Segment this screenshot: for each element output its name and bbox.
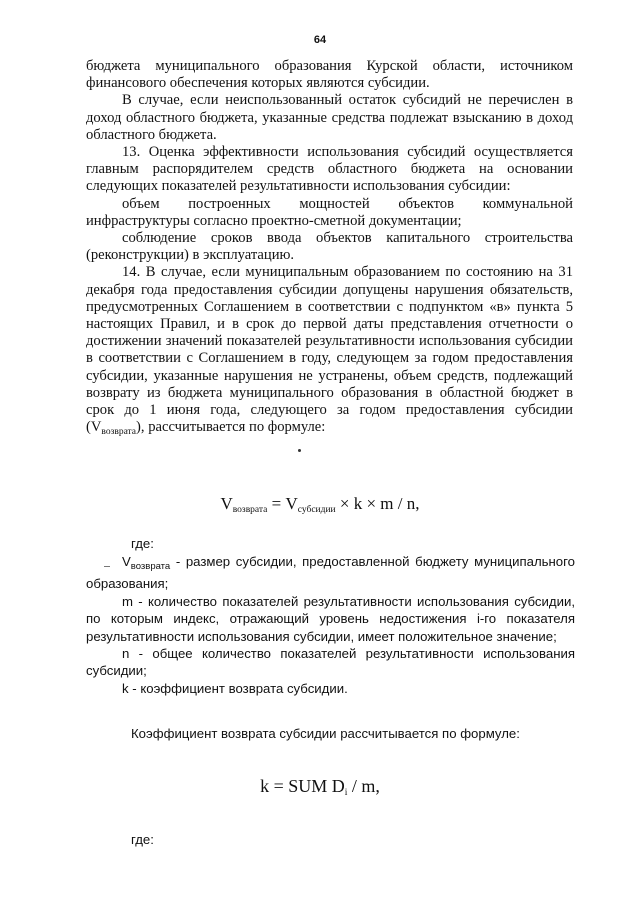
formula2-intro: Коэффициент возврата субсидии рассчитывается по формуле: [131, 726, 520, 741]
formula-refund-volume [0, 494, 640, 515]
page-number: 64 [313, 34, 327, 46]
formula1-v2-sub: субсидии [297, 505, 336, 515]
where-label-1: где: [131, 536, 154, 551]
formula1-v: V [220, 494, 233, 513]
formula-legend [86, 553, 575, 697]
legend-v-sub: возврата [130, 561, 171, 572]
formula-refund-coefficient [0, 776, 640, 798]
paragraph-continuation: бюджета муниципального образования Курской области, источником финансового обеспечения которых являются субсидии. [86, 58, 573, 92]
paragraph-13: 13. Оценка эффективности использования субсидий осуществляется главным распорядителем средств областного бюджета на основании следующих показателей результативности использования субсидии: [86, 144, 573, 195]
legend-k: k - коэффициент возврата субсидии. [122, 680, 348, 696]
legend-m: m - количество показателей результативности использования субсидии, по которым индекс, отражающий уровень недостижения i-го показателя результативности использования субсидии, имеет положительное значение; [86, 593, 575, 644]
document-body [86, 58, 573, 441]
paragraph-14 [86, 264, 573, 441]
legend-v-desc: - размер субсидии, предоставленной бюджету муниципального образования; [86, 554, 575, 592]
formula1-v-sub: возврата [232, 505, 268, 515]
paragraph-unspent-balance: В случае, если неиспользованный остаток субсидий не перечислен в доход областного бюджета, указанные средства подлежат взысканию в доход областного бюджета. [86, 92, 573, 143]
formula2-sub: i [344, 788, 348, 798]
legend-v-letter: V [122, 554, 131, 569]
formula2-right: / m, [347, 776, 380, 796]
formula1-rest: × k × m / n, [335, 494, 420, 513]
paragraph-indicator-capacity: объем построенных мощностей объектов коммунальной инфраструктуры согласно проектно-сметной документации; [86, 195, 573, 229]
legend-v [86, 553, 575, 593]
formula1-v2: V [285, 494, 298, 513]
paragraph-14-text: 14. В случае, если муниципальным образованием по состоянию на 31 декабря года предоставления субсидии допущены нарушения обязательств, предусмотренных Соглашением в соответствии с подпунктом «в» пункта 5 настоящих Правил, и в срок до первой даты представления отчетности о достижении значений показателей результативности использования субсидии в соответствии с Соглашением в году, следующем за годом предоставления субсидии, указанные нарушения не устранены, объем средств, подлежащий возврату из бюджета муниципального образования в областной бюджет в срок до 1 июня года, следующего за годом предоставления субсидии (V [86, 264, 573, 436]
scan-dot-mark [298, 449, 301, 452]
formula2-left: k = SUM D [260, 776, 345, 796]
legend-n: n - общее количество показателей результативности использования субсидии; [86, 646, 575, 679]
paragraph-14-subscript: возврата [101, 427, 137, 438]
paragraph-indicator-deadlines: соблюдение сроков ввода объектов капитального строительства (реконструкции) в эксплуатацию. [86, 230, 573, 264]
formula1-eq: = [267, 494, 286, 513]
where-label-2: где: [131, 832, 154, 847]
paragraph-14-tail: ), рассчитывается по формуле: [136, 419, 326, 436]
